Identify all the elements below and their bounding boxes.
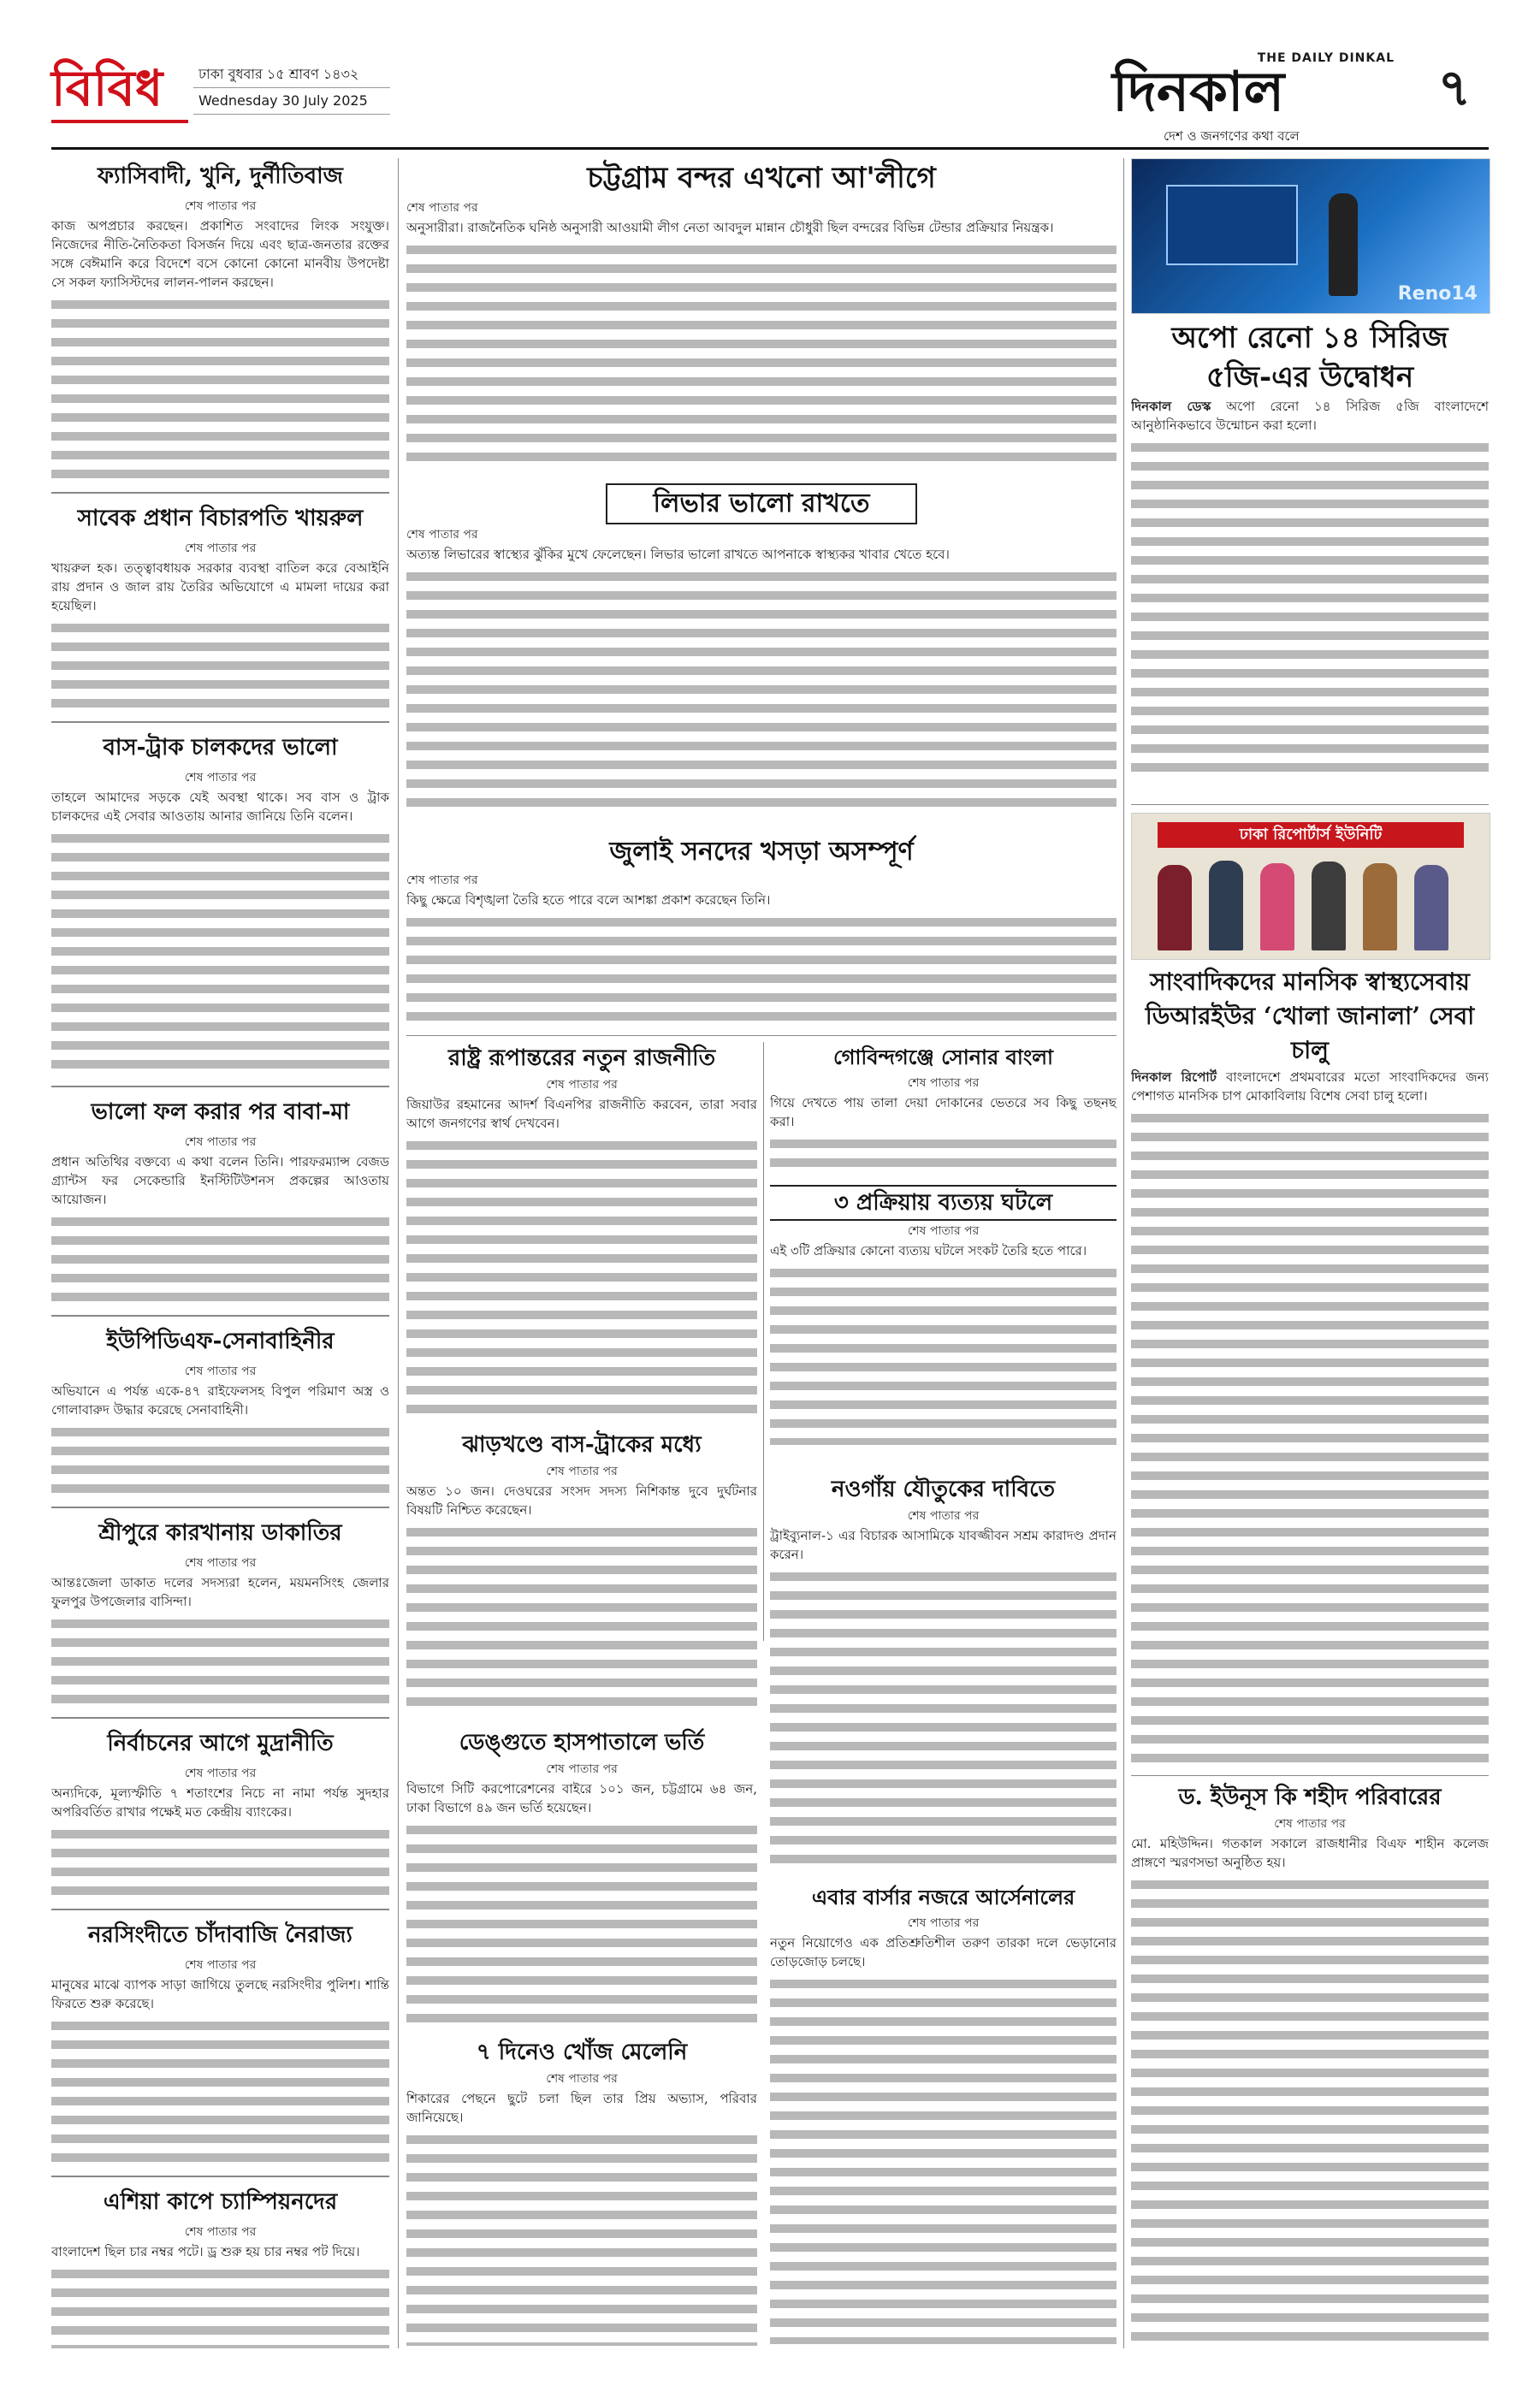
dru-photo xyxy=(1131,813,1490,960)
article-body xyxy=(406,2132,757,2346)
article-chief-justice xyxy=(51,500,389,714)
article-body xyxy=(770,1976,1116,2344)
brand-english: THE DAILY DINKAL xyxy=(1257,51,1395,65)
article-oppo xyxy=(1131,318,1489,797)
article-naogaon xyxy=(770,1473,1116,1875)
article-body xyxy=(51,1424,389,1500)
date-box xyxy=(193,62,390,116)
article-july-charter xyxy=(406,834,1116,1031)
headline: ফ্যাসিবাদী, খুনি, দুর্নীতিবাজ xyxy=(98,163,343,189)
divider xyxy=(51,2176,389,2177)
article-arsenal xyxy=(770,1882,1116,2348)
continued-label: শেষ পাতার পর xyxy=(184,1958,257,1972)
article-lead: মো. মহিউদ্দিন। গতকাল সকালে রাজধানীর বিএফ শাহীন কলেজ প্রাঙ্গণে স্মরণসভা অনুষ্ঠিত হয়। xyxy=(1131,1836,1489,1870)
column-divider xyxy=(763,1042,764,1641)
headline: জুলাই সনদের খসড়া অসম্পূর্ণ xyxy=(609,837,914,867)
person-figure xyxy=(1312,861,1346,950)
article-body xyxy=(406,915,1116,1027)
article-lead: বাংলাদেশ ছিল চার নম্বর পটে। ড্র শুরু হয় চার নম্বর পট দিয়ে। xyxy=(51,2244,360,2259)
article-missing xyxy=(406,2036,757,2348)
headline: ৩ প্রক্রিয়ায় ব্যত্যয় ঘটলে xyxy=(770,1185,1116,1221)
article-three-process xyxy=(770,1185,1116,1467)
article-body xyxy=(406,242,1116,465)
headline: ডেঙ্গুতে হাসপাতালে ভর্তি xyxy=(459,1730,705,1756)
article-body xyxy=(51,1827,389,1902)
divider xyxy=(51,1086,389,1087)
headline: রাষ্ট্র রূপান্তরের নতুন রাজনীতি xyxy=(447,1045,716,1071)
continued-label: শেষ পাতার পর xyxy=(907,1224,980,1238)
continued-label: শেষ পাতার পর xyxy=(184,771,257,785)
newspaper-brand xyxy=(1104,51,1395,145)
continued-label: শেষ পাতার পর xyxy=(184,1365,257,1378)
continued-label: শেষ পাতার পর xyxy=(907,1916,980,1930)
article-body xyxy=(1131,440,1489,779)
article-lead: অত্যন্ত লিভারের স্বাস্থ্যের ঝুঁকির মুখে ফেলেছেন। লিভার ভালো রাখতে আপনাকে স্বাস্থ্যকর খাবার খেতে হবে। xyxy=(406,547,950,562)
article-lead: খায়রুল হক। তত্ত্বাবধায়ক সরকার ব্যবস্থা বাতিল করে বেআইনি রায় প্রদান ও জাল রায় তৈরির অভিযোগে এ মামলা দায়ের করা হয়েছিল। xyxy=(51,560,389,613)
article-gobindaganj xyxy=(770,1042,1116,1179)
left-column xyxy=(51,158,389,2348)
headline: ঝাড়খণ্ডে বাস-ট্রাকের মধ্যে xyxy=(462,1432,702,1458)
article-lead: ট্রাইব্যুনাল-১ এর বিচারক আসামিকে যাবজ্জীবন সশ্রম কারাদণ্ড প্রদান করেন। xyxy=(770,1528,1116,1562)
article-lead: অপো রেনো ১৪ সিরিজ ৫জি বাংলাদেশে আনুষ্ঠানিকভাবে উন্মোচন করা হলো। xyxy=(1131,399,1489,433)
article-body xyxy=(51,2018,389,2169)
article-body xyxy=(406,1822,757,2028)
headline-line1: সাংবাদিকদের মানসিক স্বাস্থ্যসেবায় xyxy=(1150,968,1470,996)
continued-label: শেষ পাতার পর xyxy=(907,1076,980,1090)
article-lead: নতুন নিয়োগেও এক প্রতিশ্রুতিশীল তরুণ তারকা দলে ভেড়ানোর তোড়জোড় চলছে। xyxy=(770,1935,1116,1969)
divider xyxy=(51,1315,389,1317)
article-body xyxy=(51,1214,389,1308)
headline: এবার বার্সার নজরে আর্সেনালের xyxy=(811,1885,1075,1909)
article-jharkhand xyxy=(406,1429,757,1720)
date-en: Wednesday 30 July 2025 xyxy=(193,88,390,115)
article-lead: কিছু ক্ষেত্রে বিশৃঙ্খলা তৈরি হতে পারে বলে আশঙ্কা প্রকাশ করেছেন তিনি। xyxy=(406,892,771,908)
column-divider xyxy=(1123,158,1124,2348)
article-lead: বাংলাদেশে প্রথমবারের মতো সাংবাদিকদের জন্য পেশাগত মানসিক চাপ মোকাবিলায় বিশেষ সেবা চালু হলো। xyxy=(1131,1069,1489,1104)
masthead-rule xyxy=(51,147,1489,150)
article-bus-truck xyxy=(51,730,389,1079)
oppo-photo xyxy=(1131,158,1490,314)
headline: চট্টগ্রাম বন্দর এখনো আ'লীগে xyxy=(587,161,936,195)
divider xyxy=(51,1909,389,1910)
continued-label: শেষ পাতার পর xyxy=(184,199,257,213)
section-logo: বিবিধ xyxy=(51,58,188,118)
headline: লিভার ভালো রাখতে xyxy=(606,483,917,524)
person-figure xyxy=(1414,865,1448,950)
headline: নির্বাচনের আগে মুদ্রানীতি xyxy=(107,1731,334,1756)
page-number: ৭ xyxy=(1437,58,1472,118)
article-sreepur xyxy=(51,1515,389,1710)
continued-label: শেষ পাতার পর xyxy=(1274,1817,1346,1831)
article-body xyxy=(406,1138,757,1420)
divider xyxy=(51,492,389,494)
article-body xyxy=(51,1616,389,1710)
article-body xyxy=(1131,1877,1489,2348)
article-asia-cup xyxy=(51,2184,389,2348)
article-lead: মানুষের মাঝে ব্যাপক সাড়া জাগিয়ে তুলছে নরসিংদীর পুলিশ। শান্তি ফিরতে শুরু করেছে। xyxy=(51,1977,389,2011)
byline: দিনকাল রিপোর্ট xyxy=(1131,1069,1217,1085)
article-body xyxy=(51,297,389,485)
divider xyxy=(1131,1775,1489,1776)
article-lead: তাহলে আমাদের সড়কে যেই অবস্থা থাকে। সব বাস ও ট্রাক চালকদের এই সেবার আওতায় আনার জানিয়ে তিনি বলেন। xyxy=(51,790,389,824)
article-body xyxy=(1131,1110,1489,1769)
continued-label: শেষ পাতার পর xyxy=(406,528,478,542)
headline: নরসিংদীতে চাঁদাবাজি নৈরাজ্য xyxy=(88,1922,352,1948)
article-lead: জিয়াউর রহমানের আদর্শ বিএনপির রাজনীতি করবেন, তারা সবার আগে জনগণের স্বার্থ দেখবেন। xyxy=(406,1097,757,1131)
headline: ভালো ফল করার পর বাবা-মা xyxy=(91,1099,350,1125)
article-good-result xyxy=(51,1094,389,1308)
divider xyxy=(51,1507,389,1508)
continued-label: শেষ পাতার পর xyxy=(184,1767,257,1780)
continued-label: শেষ পাতার পর xyxy=(184,1135,257,1149)
headline: ড. ইউনূস কি শহীদ পরিবারের xyxy=(1178,1785,1442,1810)
continued-label: শেষ পাতার পর xyxy=(546,1465,618,1478)
article-liver xyxy=(406,483,1116,826)
headline: শ্রীপুরে কারখানায় ডাকাতির xyxy=(98,1520,342,1546)
divider xyxy=(406,1035,1116,1036)
article-dru-mental-health xyxy=(1131,965,1489,1769)
article-yunus xyxy=(1131,1781,1489,2348)
date-bn: ঢাকা বুধবার ১৫ শ্রাবণ ১৪৩২ xyxy=(193,62,390,88)
person-figure xyxy=(1363,863,1397,950)
headline: সাবেক প্রধান বিচারপতি খায়রুল xyxy=(77,506,364,531)
headline: এশিয়া কাপে চ্যাম্পিয়নদের xyxy=(103,2189,338,2215)
article-updf xyxy=(51,1323,389,1500)
headline: ইউপিডিএফ-সেনাবাহিনীর xyxy=(106,1329,335,1354)
continued-label: শেষ পাতার পর xyxy=(184,542,257,555)
presentation-screen xyxy=(1166,185,1298,265)
headline: নওগাঁয় যৌতুকের দাবিতে xyxy=(831,1477,1056,1502)
article-lead: প্রধান অতিথির বক্তব্যে এ কথা বলেন তিনি। পারফরম্যান্স বেজড গ্র্যান্টস ফর সেকেন্ডারি ইনস্টিটিউশনস প্রকল্পের আওতায় আয়োজন। xyxy=(51,1154,389,1207)
continued-label: শেষ পাতার পর xyxy=(907,1509,980,1523)
headline: বাস-ট্রাক চালকদের ভালো xyxy=(103,735,338,761)
headline: ৭ দিনেও খোঁজ মেলেনি xyxy=(476,2040,688,2065)
headline: গোবিন্দগঞ্জে সোনার বাংলা xyxy=(832,1045,1054,1069)
banner: ঢাকা রিপোর্টার্স ইউনিটি xyxy=(1158,822,1464,848)
continued-label: শেষ পাতার পর xyxy=(546,1078,618,1092)
article-narsingdi xyxy=(51,1917,389,2169)
article-state-transformation xyxy=(406,1042,757,1423)
continued-label: শেষ পাতার পর xyxy=(546,1762,618,1776)
article-dengue xyxy=(406,1726,757,2030)
article-lead: অনুসারীরা। রাজনৈতিক ঘনিষ্ঠ অনুসারী আওয়ামী লীগ নেতা আবদুল মান্নান চৌধুরী ছিল বন্দরের বিভিন্ন টেন্ডার প্রক্রিয়ার নিয়ন্ত্রক। xyxy=(406,220,1054,235)
article-lead: কাজ অপপ্রচার করছেন। প্রকাশিত সংবাদের লিংক সংযুক্ত। নিজেদের নীতি-নৈতিকতা বিসর্জন দিয়ে এবং ছাত্র-জনতার রক্তের সঙ্গে বেঈমানি করে বিদেশে বসে কোনো কোনো মানবীয় উপদেষ্টা সে সকল ফ্যাসিস্টদের লালন-পালন করছেন। xyxy=(51,218,389,290)
person-figure xyxy=(1209,861,1243,950)
continued-label: শেষ পাতার পর xyxy=(184,2225,257,2239)
continued-label: শেষ পাতার পর xyxy=(546,2072,618,2086)
presenter-figure xyxy=(1329,193,1358,296)
photo-caption: Reno14 xyxy=(1397,283,1478,305)
headline-line2: ডিআরইউর ‘খোলা জানালা’ সেবা চালু xyxy=(1145,1002,1475,1064)
article-body xyxy=(51,620,389,714)
headline-line1: অপো রেনো ১৪ সিরিজ xyxy=(1171,321,1448,355)
article-lead: অন্তত ১০ জন। দেওঘরের সংসদ সদস্য নিশিকান্ত দুবে দুর্ঘটনার বিষয়টি নিশ্চিত করেছেন। xyxy=(406,1483,757,1518)
article-lead: অন্যদিকে, মূল্যস্ফীতি ৭ শতাংশের নিচে না নামা পর্যন্ত সুদহার অপরিবর্তিত রাখার পক্ষেই মত কেন্দ্রীয় ব্যাংকের। xyxy=(51,1785,389,1820)
article-body xyxy=(406,1525,757,1713)
article-fascist xyxy=(51,158,389,485)
divider xyxy=(51,721,389,723)
brand-tagline: দেশ ও জনগণের কথা বলে xyxy=(1164,128,1300,144)
article-body xyxy=(51,2266,389,2348)
article-lead: শিকারের পেছনে ছুটে চলা ছিল তার প্রিয় অভ্যাস, পরিবার জানিয়েছে। xyxy=(406,2091,757,2125)
continued-label: শেষ পাতার পর xyxy=(184,1556,257,1570)
person-figure xyxy=(1260,863,1294,950)
brand-bengali: দিনকাল xyxy=(1112,60,1285,124)
article-monetary xyxy=(51,1726,389,1902)
divider xyxy=(51,1717,389,1719)
continued-label: শেষ পাতার পর xyxy=(406,201,478,215)
continued-label: শেষ পাতার পর xyxy=(406,873,478,887)
article-body xyxy=(770,1569,1116,1872)
article-lead: আন্তঃজেলা ডাকাত দলের সদস্যরা হলেন, ময়মনসিংহ জেলার ফুলপুর উপজেলার বাসিন্দা। xyxy=(51,1575,389,1609)
person-figure xyxy=(1158,865,1192,950)
article-body xyxy=(406,569,1116,808)
article-lead: গিয়ে দেখতে পায় তালা দেয়া দোকানের ভেতরে সব কিছু তছনছ করা। xyxy=(770,1095,1116,1129)
article-lead: অভিযানে এ পর্যন্ত একে-৪৭ রাইফেলসহ বিপুল পরিমাণ অস্ত্র ও গোলাবারুদ উদ্ধার করেছে সেনাবাহিনী। xyxy=(51,1383,389,1418)
article-lead: বিভাগে সিটি করপোরেশনের বাইরে ১০১ জন, চট্টগ্রামে ৬৪ জন, ঢাকা বিভাগে ৪৯ জন ভর্তি হয়েছেন। xyxy=(406,1781,757,1815)
divider xyxy=(1131,804,1489,805)
column-divider xyxy=(398,158,399,2348)
article-body xyxy=(770,1265,1116,1445)
headline-line2: ৫জি-এর উদ্বোধন xyxy=(1205,360,1414,394)
article-body xyxy=(51,831,389,1079)
byline: দিনকাল ডেস্ক xyxy=(1131,399,1211,414)
article-body xyxy=(770,1136,1116,1174)
article-lead: এই ৩টি প্রক্রিয়ার কোনো ব্যত্যয় ঘটলে সংকট তৈরি হতে পারে। xyxy=(770,1243,1087,1258)
article-chittagong-port xyxy=(406,158,1116,475)
